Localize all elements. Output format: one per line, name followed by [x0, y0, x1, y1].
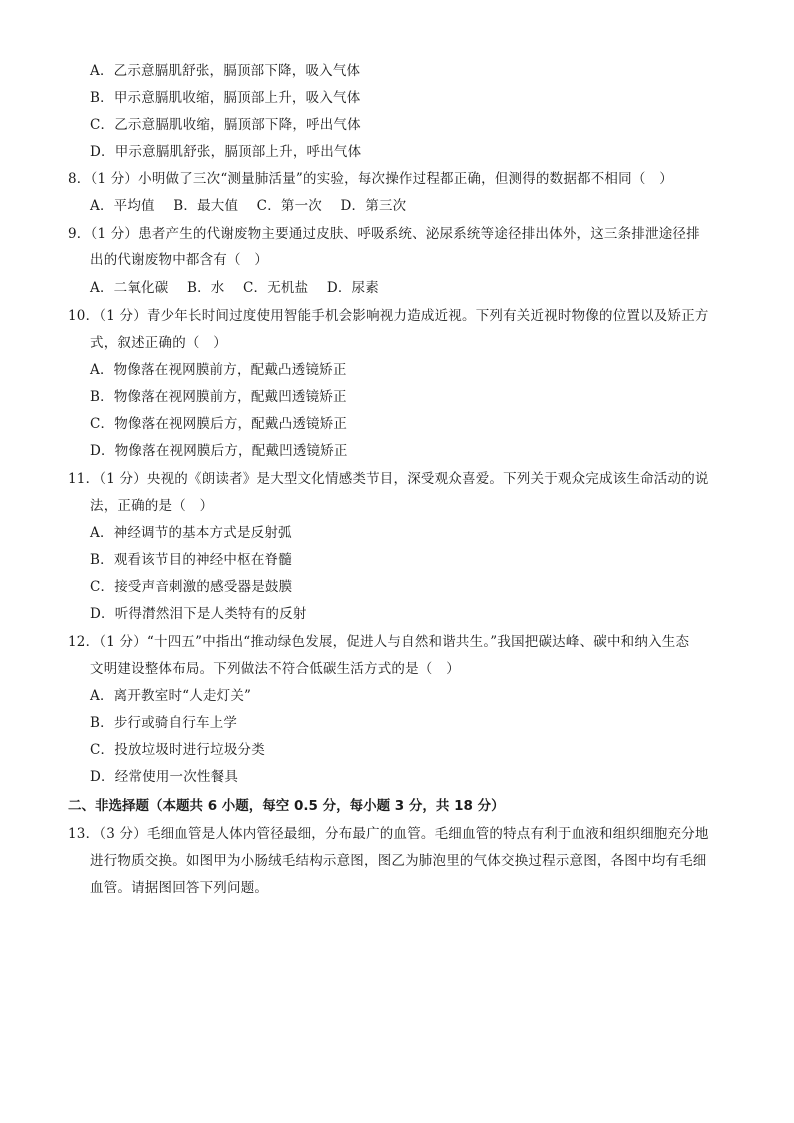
q9-option-b: B．水 — [186, 280, 225, 296]
q10-option-b: B．物像落在视网膜前方，配戴凹透镜矫正 — [90, 389, 347, 405]
q10-option-c: C．物像落在视网膜后方，配戴凸透镜矫正 — [90, 416, 348, 432]
q13-line3: 血管。请据图回答下列问题。 — [90, 880, 269, 896]
q7-option-b: B．甲示意膈肌收缩，膈顶部上升，吸入气体 — [90, 90, 361, 106]
q8-option-a: A．平均值 — [90, 198, 155, 214]
q8-option-d: D．第三次 — [340, 198, 407, 214]
q9-option-a: A．二氧化碳 — [90, 280, 169, 296]
q13-line1: 13．（3 分）毛细血管是人体内管径最细，分布最广的血管。毛细血管的特点有利于血液和组织细胞充分地 — [68, 826, 709, 842]
q12-option-c: C．投放垃圾时进行垃圾分类 — [90, 742, 265, 758]
section-heading: 二、非选择题（本题共 6 小题，每空 0.5 分，每小题 3 分，共 18 分） — [68, 798, 505, 814]
q11-option-a: A．神经调节的基本方式是反射弧 — [90, 525, 292, 541]
q11-option-b: B．观看该节目的神经中枢在脊髓 — [90, 552, 292, 568]
q8-option-c: C．第一次 — [256, 198, 323, 214]
q7-option-a: A．乙示意膈肌舒张，膈顶部下降，吸入气体 — [90, 63, 361, 79]
q12-option-b: B．步行或骑自行车上学 — [90, 715, 238, 731]
q12-option-a: A．离开教室时“人走灯关” — [90, 688, 252, 704]
q9-options — [90, 279, 393, 297]
q9-stem-line1: 9．（1 分）患者产生的代谢废物主要通过皮肤、呼吸系统、泌尿系统等途径排出体外，这三条排泄途径排 — [68, 226, 700, 242]
q12-stem-line2: 文明建设整体布局。下列做法不符合低碳生活方式的是（ ） — [90, 661, 460, 677]
q12-option-d: D．经常使用一次性餐具 — [90, 769, 239, 785]
q12-stem-line1: 12．（1 分）“十四五”中指出“推动绿色发展，促进人与自然和谐共生。”我国把碳达峰、碳中和纳入生态 — [68, 634, 690, 650]
q13-line2: 进行物质交换。如图甲为小肠绒毛结构示意图，图乙为肺泡里的气体交换过程示意图，各图中均有毛细 — [90, 853, 707, 869]
q10-option-d: D．物像落在视网膜后方，配戴凹透镜矫正 — [90, 443, 348, 459]
q10-option-a: A．物像落在视网膜前方，配戴凸透镜矫正 — [90, 362, 347, 378]
q7-option-c: C．乙示意膈肌收缩，膈顶部下降，呼出气体 — [90, 117, 361, 133]
q8-option-b: B．最大值 — [173, 198, 239, 214]
q9-option-d: D．尿素 — [326, 280, 379, 296]
q11-stem-line1: 11．（1 分）央视的《朗读者》是大型文化情感类节目，深受观众喜爱。下列关于观众完成该生命活动的说 — [68, 471, 709, 487]
q8-stem: 8．（1 分）小明做了三次“测量肺活量”的实验，每次操作过程都正确，但测得的数据都不相同（ ） — [68, 171, 673, 187]
q9-option-c: C．无机盐 — [242, 280, 309, 296]
q11-option-d: D．听得潸然泪下是人类特有的反射 — [90, 606, 307, 622]
q11-option-c: C．接受声音刺激的感受器是鼓膜 — [90, 579, 293, 595]
q9-stem-line2: 出的代谢废物中都含有（ ） — [90, 252, 269, 268]
q7-option-d: D．甲示意膈肌舒张，膈顶部上升，呼出气体 — [90, 144, 362, 160]
q10-stem-line1: 10．（1 分）青少年长时间过度使用智能手机会影响视力造成近视。下列有关近视时物像的位置以及矫正方 — [68, 308, 709, 324]
q11-stem-line2: 法，正确的是（ ） — [90, 498, 214, 514]
q8-options — [90, 197, 420, 215]
q10-stem-line2: 式，叙述正确的（ ） — [90, 335, 227, 351]
